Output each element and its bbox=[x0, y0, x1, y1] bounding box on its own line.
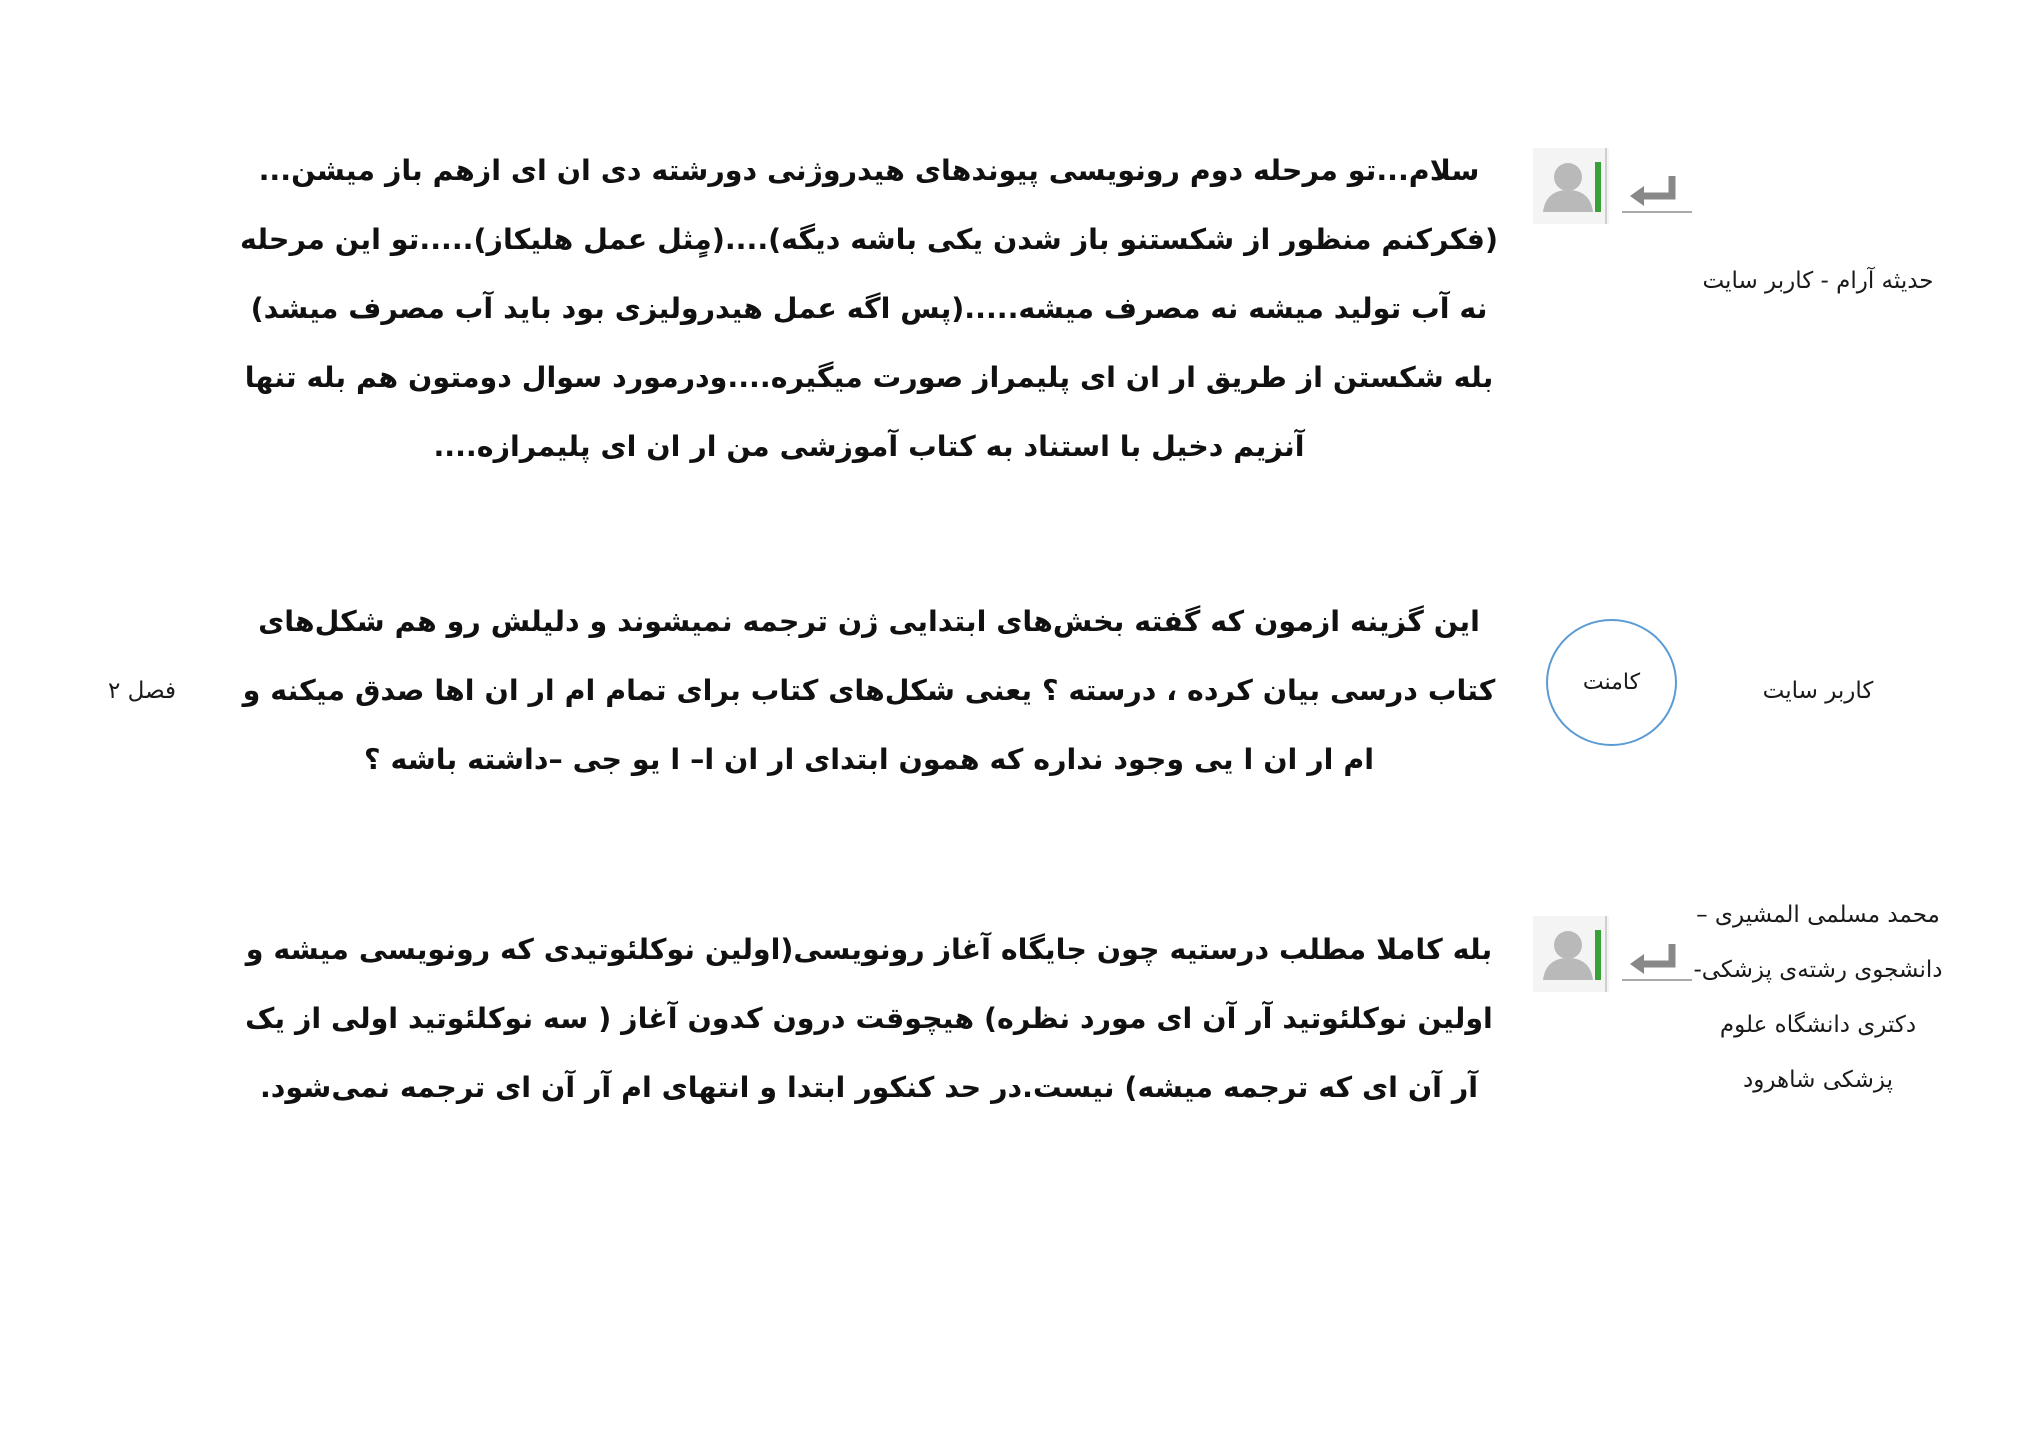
reply-arrow-icon[interactable] bbox=[1622, 150, 1692, 214]
chapter-label: فصل ۲ bbox=[108, 678, 177, 704]
comment-badge-label: کامنت bbox=[1582, 670, 1641, 695]
reply-arrow-icon[interactable] bbox=[1622, 918, 1692, 982]
comment-author: کاربر سایت bbox=[1762, 678, 1874, 704]
comment-badge[interactable] bbox=[1546, 619, 1677, 746]
comment-text: این گزینه ازمون که گفته بخش‌های ابتدایی ژن ترجمه نمیشوند و دلیلش رو هم شکل‌های کتاب درسی بیان کرده ، درسته ؟ یعنی شکل‌های کتاب برای تمام ام ار ان اها صدق میکنه و ام ار ان ا یی وجود نداره که همون ابتدای ار ان ا– ا یو جی –داشته باشه ؟ bbox=[242, 605, 1496, 776]
user-avatar-icon bbox=[1533, 148, 1609, 224]
comment-text: سلام...تو مرحله دوم رونویسی پیوندهای هیدروژنی دورشته دی ان ای ازهم باز میشن...(فکرکنم منظور از شکستنو باز شدن یکی باشه دیگه)....(مٍثل عمل هلیکاز).....تو این مرحله نه آب تولید میشه نه مصرف میشه.....(پس اگه عمل هیدرولیزی بود باید آب مصرف میشد) بله شکستن از طریق ار ان ای پلیمراز صورت میگیره....ودرمورد سوال دومتون هم بله تنها آنزیم دخیل با استناد به کتاب آموزشی من ار ان ای پلیمرازه.... bbox=[240, 154, 1498, 463]
comment-author: محمد مسلمی المشیری – دانشجوی رشته‌ی پزشکی- دکتری دانشگاه علوم پزشکی شاهرود bbox=[1693, 902, 1943, 1093]
comment-text: بله کاملا مطلب درستیه چون جایگاه آغاز رونویسی(اولین نوکلئوتیدی که رونویسی میشه و اولین نوکلئوتید آر آن ای مورد نظره) هیچوقت درون کدون آغاز ( سه نوکلئوتید اولی از یک آر آن ای که ترجمه میشه) نیست.در حد کنکور ابتدا و انتهای ام آر آن ای ترجمه نمی‌شود. bbox=[245, 933, 1493, 1104]
comment-author: حدیثه آرام - کاربر سایت bbox=[1702, 268, 1934, 294]
user-avatar-icon bbox=[1533, 916, 1609, 992]
